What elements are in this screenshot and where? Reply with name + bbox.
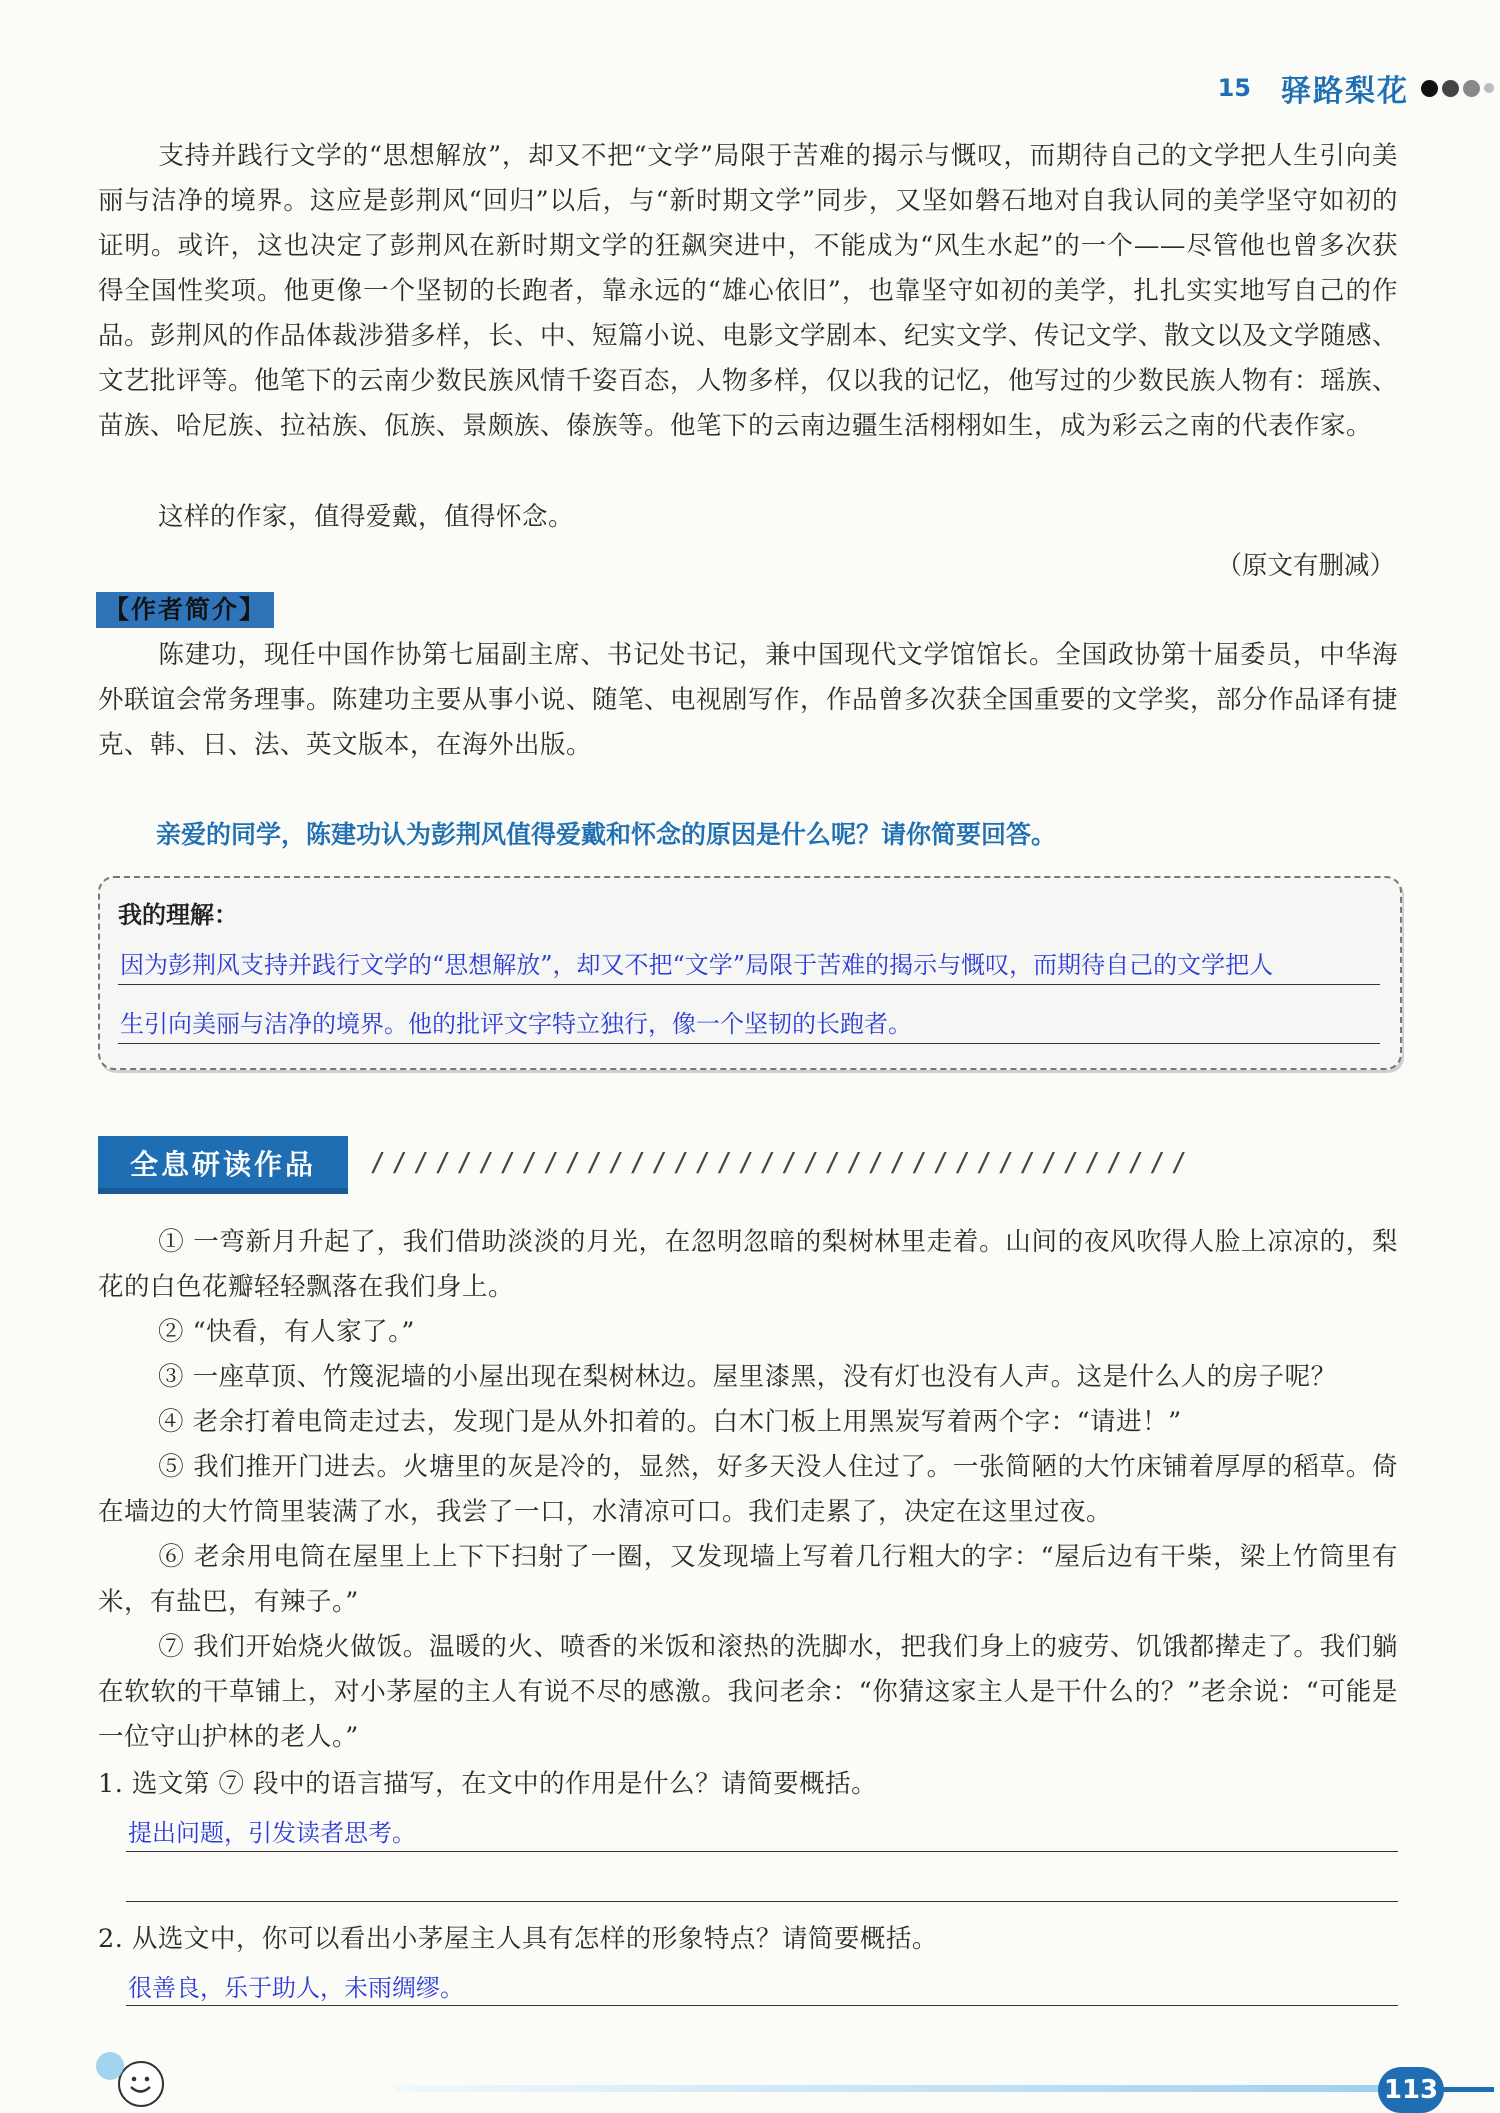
- answer-underline: [126, 1851, 1398, 1852]
- understanding-title: 我的理解：: [118, 901, 238, 929]
- page-header: [1218, 68, 1498, 108]
- source-note: （原文有删减）: [1216, 551, 1395, 581]
- understanding-answer-line1[interactable]: 因为彭荆风支持并践行文学的“思想解放”，却又不把“文学”局限于苦难的揭示与慨叹，而期待自己的文学把人: [120, 951, 1274, 979]
- section-banner: 全息研读作品: [98, 1136, 348, 1194]
- page-number: 113: [1378, 2067, 1444, 2113]
- passage-paragraph: 支持并践行文学的“思想解放”，却又不把“文学”局限于苦难的揭示与慨叹，而期待自己的文学把人生引向美丽与洁净的境界。这应是彭荆风“回归”以后，与“新时期文学”同步，又坚如磐石地对自我认同的美学坚守如初的证明。或许，这也决定了彭荆风在新时期文学的狂飙突进中，不能成为“风生水起”的一个——尽管他也曾多次获得全国性奖项。他更像一个坚韧的长跑者，靠永远的“雄心依旧”，也靠坚守如初的美学，扎扎实实地写自己的作品。彭荆风的作品体裁涉猎多样，长、中、短篇小说、电影文学剧本、纪实文学、传记文学、散文以及文学随感、文艺批评等。他笔下的云南少数民族风情千姿百态，人物多样，仅以我的记忆，他写过的少数民族人物有：瑶族、苗族、哈尼族、拉祜族、佤族、景颇族、傣族等。他笔下的云南边疆生活栩栩如生，成为彩云之南的代表作家。: [98, 141, 1399, 441]
- header-dot-icon: [1484, 83, 1494, 93]
- reading-paragraph: ④ 老余打着电筒走过去，发现门是从外扣着的。白木门板上用黑炭写着两个字：“请进！”: [158, 1407, 1182, 1437]
- question-prompt: 亲爱的同学，陈建功认为彭荆风值得爱戴和怀念的原因是什么呢？请你简要回答。: [156, 820, 1057, 849]
- header-dot-icon: [1421, 80, 1438, 97]
- reading-paragraph: ② “快看，有人家了。”: [158, 1317, 415, 1347]
- reading-paragraph: ③ 一座草顶、竹篾泥墙的小屋出现在梨树林边。屋里漆黑，没有灯也没有人声。这是什么人的房子呢？: [158, 1362, 1337, 1392]
- answer-underline: [126, 1901, 1398, 1902]
- question-1-answer[interactable]: 提出问题，引发读者思考。: [128, 1819, 416, 1847]
- question-2-answer[interactable]: 很善良，乐于助人，未雨绸缪。: [128, 1974, 464, 2002]
- reading-paragraph: ① 一弯新月升起了，我们借助淡淡的月光，在忽明忽暗的梨树林里走着。山间的夜风吹得人脸上凉凉的，梨花的白色花瓣轻轻飘落在我们身上。: [98, 1227, 1398, 1302]
- smiley-icon: [118, 2061, 164, 2107]
- lesson-title: 驿路梨花: [1281, 74, 1409, 109]
- reading-paragraph: ⑦ 我们开始烧火做饭。温暖的火、喷香的米饭和滚热的洗脚水，把我们身上的疲劳、饥饿都撵走了。我们躺在软软的干草铺上，对小茅屋的主人有说不尽的感激。我问老余：“你猜这家主人是干什么的？”老余说：“可能是一位守山护林的老人。”: [98, 1632, 1398, 1752]
- lesson-number: 15: [1217, 74, 1251, 102]
- reading-paragraph: ⑥ 老余用电筒在屋里上上下下扫射了一圈，又发现墙上写着几行粗大的字：“屋后边有干柴，梁上竹筒里有米，有盐巴，有辣子。”: [98, 1542, 1398, 1617]
- author-intro-tag: 【作者简介】: [96, 592, 274, 628]
- author-intro-text: 陈建功，现任中国作协第七届副主席、书记处书记，兼中国现代文学馆馆长。全国政协第十届委员，中华海外联谊会常务理事。陈建功主要从事小说、随笔、电视剧写作，作品曾多次获全国重要的文学奖，部分作品译有捷克、韩、日、法、英文版本，在海外出版。: [98, 640, 1399, 760]
- header-dot-icon: [1442, 80, 1459, 97]
- answer-underline: [118, 984, 1380, 985]
- section-divider: //////////////////////////////////////: [370, 1148, 1193, 1178]
- footer-bar-end: [1444, 2087, 1494, 2092]
- passage-paragraph: 这样的作家，值得爱戴，值得怀念。: [158, 502, 575, 532]
- footer-bar: [395, 2085, 1380, 2092]
- header-dot-icon: [1463, 80, 1480, 97]
- question-2: 2. 从选文中，你可以看出小茅屋主人具有怎样的形象特点？请简要概括。: [98, 1924, 938, 1954]
- reading-paragraph: ⑤ 我们推开门进去。火塘里的灰是冷的，显然，好多天没人住过了。一张简陋的大竹床铺着厚厚的稻草。倚在墙边的大竹筒里装满了水，我尝了一口，水清凉可口。我们走累了，决定在这里过夜。: [98, 1452, 1398, 1527]
- decor-bubble: [96, 2052, 124, 2080]
- answer-underline: [118, 1043, 1380, 1044]
- question-1: 1. 选文第 ⑦ 段中的语言描写，在文中的作用是什么？请简要概括。: [98, 1769, 878, 1799]
- answer-underline: [126, 2005, 1398, 2006]
- understanding-answer-line2[interactable]: 生引向美丽与洁净的境界。他的批评文字特立独行，像一个坚韧的长跑者。: [120, 1010, 912, 1038]
- smiley-face-icon: [120, 2063, 161, 2104]
